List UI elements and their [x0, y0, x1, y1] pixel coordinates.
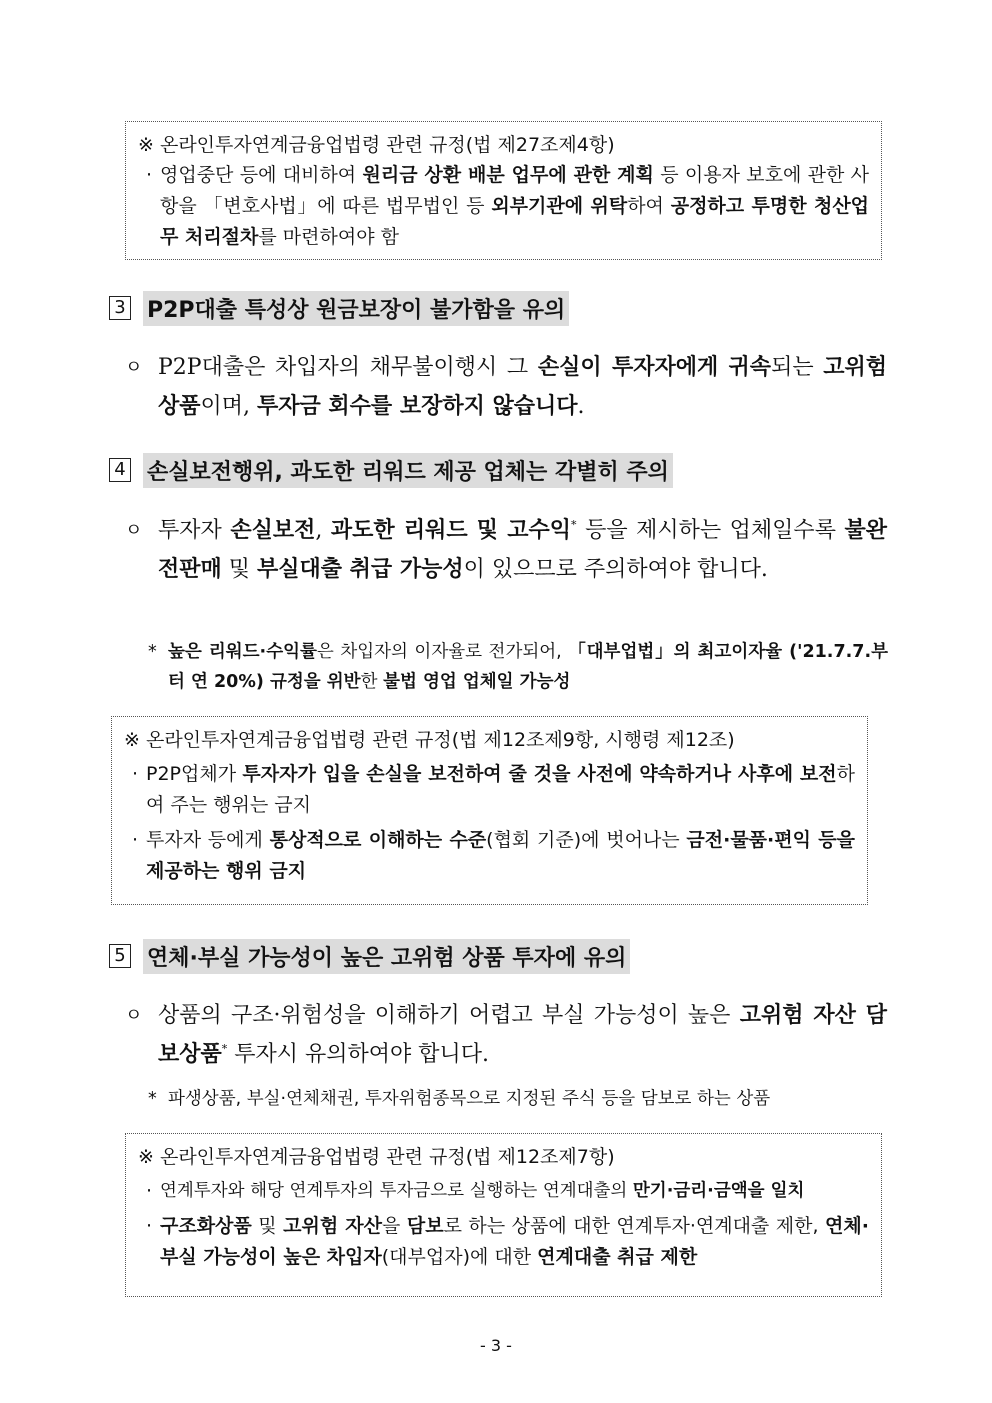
regulation-item	[138, 1176, 869, 1207]
circle-bullet: ㅇ	[125, 1005, 143, 1026]
section-4-footnote	[148, 637, 888, 697]
text-run: 를 마련하여야 함	[258, 226, 399, 248]
regulation-item-text	[146, 759, 855, 821]
text-run: 하여 주는 행위는 금지	[146, 763, 855, 816]
text-run: 및	[251, 1215, 284, 1237]
bold-text: 원리금 상환 배분 업무에 관한 계획	[362, 164, 654, 186]
regulation-box-2	[111, 716, 868, 905]
bold-text: 불법 영업 업체일 가능성	[383, 672, 571, 692]
text-run: P2P대출은 차입자의 채무불이행시 그	[158, 355, 538, 380]
footnote-star: *	[148, 642, 157, 662]
bullet-dot: ·	[131, 763, 139, 785]
bold-text: 고위험 상품	[158, 354, 888, 419]
bold-text: 손실보전	[230, 517, 316, 543]
regulation-item-text	[160, 1211, 869, 1273]
bold-text: 부실대출 취급 가능성	[257, 556, 464, 582]
text-run: 상품의 구조·위험성을 이해하기 어렵고 부실 가능성이 높은	[158, 1003, 740, 1028]
bold-text: 만기·금리·금액을 일치	[632, 1181, 805, 1201]
text-run: 영업중단 등에 대비하여	[160, 164, 363, 186]
footnote-star: *	[148, 1089, 157, 1109]
circle-bullet: ㅇ	[125, 357, 143, 378]
section-3-paragraph	[125, 348, 887, 426]
text-run: 이 있으므로 주의하여야 합니다.	[463, 557, 768, 582]
bullet-dot: ·	[145, 1180, 153, 1202]
text-run: 을	[382, 1215, 407, 1237]
bullet-dot: ·	[131, 829, 139, 851]
regulation-box-title: ※ 온라인투자연계금융업법령 관련 규정(법 제12조제9항, 시행령 제12조)	[124, 729, 735, 751]
section-number: 5	[109, 944, 131, 968]
text-run: 연계투자와 해당 연계투자의 투자금으로 실행하는 연계대출의	[160, 1181, 633, 1201]
text-run: 하여	[627, 195, 671, 217]
bold-text: 투자금 회수를 보장하지 않습니다	[257, 393, 578, 419]
section-heading-5	[109, 940, 630, 972]
bold-text: 외부기관에 위탁	[491, 195, 628, 217]
text-run: 투자자	[158, 518, 231, 543]
text-run: (협회 기준)에 벗어나는	[486, 829, 687, 851]
bullet-dot: ·	[145, 164, 153, 186]
circle-bullet: ㅇ	[125, 520, 143, 541]
bold-text: 연체·부실 가능성이 높은 차입자	[160, 1215, 869, 1268]
section-5-paragraph	[125, 996, 887, 1074]
regulation-box-title: ※ 온라인투자연계금융업법령 관련 규정(법 제27조제4항)	[138, 134, 615, 156]
bold-text: 공정하고 투명한 청산업무 처리절차	[160, 195, 870, 248]
regulation-box-1	[125, 121, 882, 260]
bold-text: 고위험 자산 담보상품	[158, 1002, 887, 1067]
text-run: 이며,	[200, 394, 258, 419]
footnote-text	[168, 1084, 888, 1114]
bold-text: 구조화상품	[160, 1215, 252, 1237]
text-run: 되는	[771, 355, 824, 380]
regulation-item-text	[146, 825, 855, 887]
section-5-footnote	[148, 1084, 888, 1114]
section-title: 손실보전행위, 과도한 리워드 제공 업체는 각별히 주의	[143, 453, 673, 488]
regulation-box-3	[125, 1133, 882, 1297]
text-run: 및	[221, 557, 258, 582]
section-heading-4	[109, 454, 673, 486]
regulation-box-title: ※ 온라인투자연계금융업법령 관련 규정(법 제12조제7항)	[138, 1146, 615, 1168]
section-title: P2P대출 특성상 원금보장이 불가함을 유의	[143, 291, 569, 326]
regulation-item	[138, 160, 869, 253]
footnote-marker: *	[221, 1042, 228, 1056]
bold-text: 투자자가 입을 손실을 보전하여 줄 것을 사전에 약속하거나 사후에 보전	[242, 763, 837, 785]
bold-text: 고위험 자산	[283, 1215, 382, 1237]
footnote-marker: *	[571, 518, 577, 532]
text-run: 투자자 등에게	[146, 829, 270, 851]
page-number: - 3 -	[480, 1336, 512, 1355]
regulation-item	[124, 759, 855, 821]
bold-text: 불완전판매	[158, 517, 888, 582]
bold-text: 「대부업법」의 최고이자율 ('21.7.7.부터 연 20%) 규정을 위반	[168, 642, 889, 692]
paragraph-text	[158, 511, 887, 589]
regulation-item-text	[160, 160, 869, 253]
regulation-item	[124, 825, 855, 887]
bullet-dot: ·	[145, 1215, 153, 1237]
section-heading-3	[109, 292, 569, 324]
bold-text: 손실이 투자자에게 귀속	[537, 354, 772, 380]
bold-text: 금전·물품·편익 등을 제공하는 행위 금지	[146, 829, 855, 882]
bold-text: 높은 리워드·수익률	[168, 642, 317, 662]
regulation-item-text	[160, 1176, 869, 1207]
regulation-item	[138, 1211, 869, 1273]
text-run: ,	[315, 518, 331, 543]
text-run: 등 이용자 보호에 관한 사항을 「변호사법」에 따른 법무법인 등	[160, 164, 869, 217]
text-run: 투자시 유의하여야 합니다.	[227, 1042, 490, 1067]
text-run: 한	[360, 672, 384, 692]
bold-text: 연계대출 취급 제한	[537, 1246, 698, 1268]
bold-text: 담보	[406, 1215, 444, 1237]
text-run: .	[577, 394, 585, 419]
text-run: 은 차입자의 이자율로 전가되어,	[316, 642, 569, 662]
text-run: 로 하는 상품에 대한 연계투자·연계대출 제한,	[443, 1215, 826, 1237]
text-run: 등을 제시하는 업체일수록	[576, 518, 845, 543]
section-number: 3	[109, 296, 131, 320]
paragraph-text	[158, 996, 887, 1074]
footnote-text	[168, 637, 888, 697]
section-title: 연체·부실 가능성이 높은 고위험 상품 투자에 유의	[143, 939, 630, 974]
section-number: 4	[109, 458, 131, 482]
text-run: P2P업체가	[146, 763, 243, 785]
section-4-paragraph	[125, 511, 887, 589]
text-run: 파생상품, 부실·연체채권, 투자위험종목으로 지정된 주식 등을 담보로 하는 상품	[168, 1089, 771, 1109]
bold-text: 통상적으로 이해하는 수준	[269, 829, 487, 851]
paragraph-text	[158, 348, 887, 426]
text-run: (대부업자)에 대한	[381, 1246, 538, 1268]
bold-text: 과도한 리워드 및 고수익	[330, 517, 572, 543]
